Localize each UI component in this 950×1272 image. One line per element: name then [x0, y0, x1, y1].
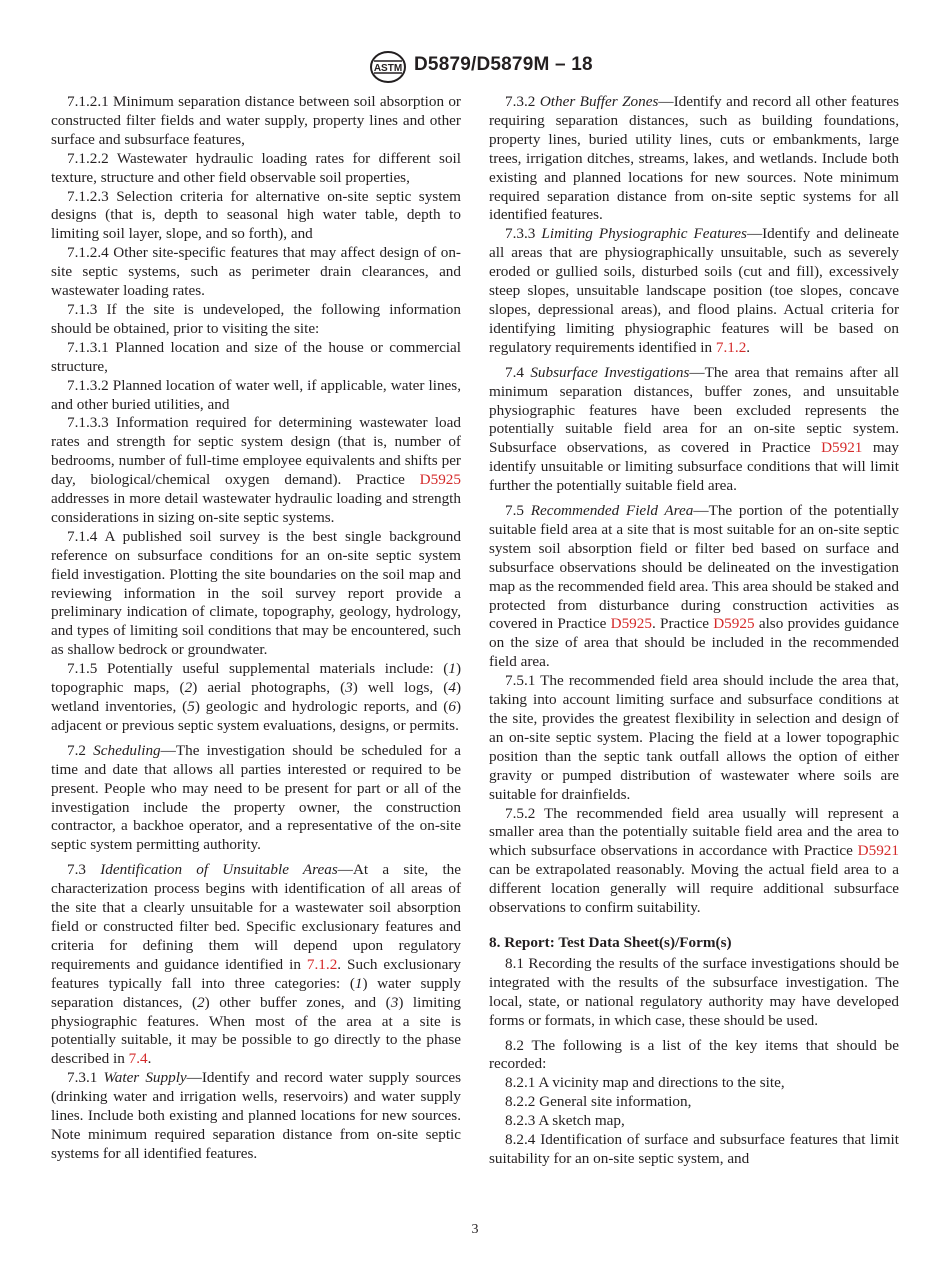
text: addresses in more detail wastewater hydraulic loading and strength considerations in sizing on-site septic systems. [51, 490, 461, 526]
ref-link-7-1-2[interactable]: 7.1.2 [715, 338, 747, 356]
section-title: Identification of Unsuitable Areas [100, 861, 338, 879]
para-7-1-2-1: 7.1.2.1 Minimum separation distance between soil absorption or constructed filter fields and water supply, property lines and other surface and subsurface features, [51, 93, 461, 148]
section-title: Other Buffer Zones [539, 93, 659, 110]
text: 7.1.5 Potentially useful supplemental materials include: ( [67, 660, 449, 678]
para-7-1-3-1: 7.1.3.1 Planned location and size of the house or commercial structure, [51, 338, 461, 375]
section-number: 7.3.1 [67, 1069, 104, 1087]
para-8-2-4: 8.2.4 Identification of surface and subsurface features that limit suitability for an on-site septic system, and [489, 1131, 899, 1167]
text: —Identify and record all other features requiring separation distances, such as building foundations, property lines, buried utility lines, cuts or embankments, large trees, irrigation ditches, streams, lakes, and wetlands. Include both existing and planned locations for new sources. Note minimum required separation distance from on-site septic systems for all identified features. [489, 93, 899, 224]
section-number: 7.5 [505, 502, 531, 520]
para-8-1: 8.1 Recording the results of the surface investigations should be integrated with the results of the subsurface investigation. The local, state, or national regulatory authority may have developed forms or formats, in which case, these should be used. [489, 954, 899, 1029]
text: ) water supply separation distances, ( [51, 974, 461, 1011]
text: ) geologic and hydrologic reports, and ( [194, 698, 449, 715]
para-7-1-2-4: 7.1.2.4 Other site-specific features that may affect design of on-site septic systems, such as perimeter drain clearances, and wastewater loading rates. [51, 244, 461, 300]
para-8-2-1: 8.2.1 A vicinity map and directions to the site, [505, 1074, 785, 1092]
text: —At a site, the characterization process begins with identification of all areas of the site that a clearly unsuitable for a wastewater soil absorption field or constructed filter bed. Specific exclusionary features and criteria for defining them will depend upon regulatory requirements and guidance identified in [51, 861, 462, 973]
enum: 1 [354, 974, 363, 992]
para-7-3-2 [489, 93, 899, 225]
astm-logo-icon [368, 50, 408, 84]
section-title: Water Supply [103, 1069, 187, 1087]
section-number: 7.3.3 [505, 225, 542, 243]
section-title: Recommended Field Area [530, 502, 694, 520]
section-title: Limiting Physiographic Features [541, 225, 747, 243]
text: ) topographic maps, ( [51, 660, 461, 697]
para-8-2: 8.2 The following is a list of the key items that should be recorded: [489, 1036, 899, 1073]
para-8-2-2: 8.2.2 General site information, [505, 1093, 692, 1111]
para-7-1-5 [51, 660, 461, 736]
right-column [489, 93, 899, 1169]
page-header [0, 48, 950, 88]
text: —Identify and delineate all areas that are physiographically unsuitable, such as severely eroded or gullied soils, disturbed soils (cut and fill), excessively steep slopes, unsuitable landscape position (toe slopes, concave slopes, depressional areas), and flood plains. Actual criteria for identifying limiting physiographic features will be based on regulatory requirements identified in [489, 225, 899, 356]
enum: 1 [448, 660, 456, 678]
ref-link-d5925[interactable]: D5925 [713, 615, 755, 633]
section-number: 7.2 [67, 741, 94, 759]
para-7-1-2-2: 7.1.2.2 Wastewater hydraulic loading rates for different soil texture, structure and other field observable soil properties, [51, 149, 461, 186]
ref-link-d5921[interactable]: D5921 [857, 842, 899, 860]
para-7-1-4: 7.1.4 A published soil survey is the best single background reference on subsurface conditions for an on-site septic system field investigation. Plotting the site boundaries on the soil map and reviewing information in the soil survey report provide a preliminary indication of climate, topography, geology, hydrology, and types of limiting soil conditions that may be encountered, such as shallow bedrock or groundwater. [51, 527, 461, 659]
text: ) other buffer zones, and ( [204, 993, 391, 1011]
para-7-2 [51, 742, 461, 855]
para-7-3-1 [51, 1069, 461, 1164]
text: ) adjacent or previous septic system evaluations, designs, or permits. [51, 698, 461, 734]
para-7-1-3: 7.1.3 If the site is undeveloped, the following information should be obtained, prior to visiting the site: [51, 300, 461, 337]
para-7-4 [489, 364, 899, 496]
text: . Such exclusionary features typically fall into three categories: ( [51, 955, 461, 992]
section-title: Scheduling [93, 741, 161, 759]
enum: 2 [197, 993, 205, 1011]
text: ) well logs, ( [352, 679, 449, 697]
ref-link-d5921[interactable]: D5921 [821, 439, 863, 457]
text: —The investigation should be scheduled for a time and date that allows all parties interested or required to be present. People who may need to be present for part or all of the investigation include the property owner, the construction contractor, a backhoe operator, and a representative of the on-site septic system permitting authority. [51, 741, 462, 854]
svg-text:ASTM: ASTM [373, 63, 403, 74]
para-8-2-3: 8.2.3 A sketch map, [505, 1112, 625, 1130]
text: can be extrapolated reasonably. Moving the actual field area to a different location generally will require additional subsurface observations to confirm suitability. [489, 861, 899, 917]
text: —Identify and record water supply sources (drinking water and irrigation wells, reservoirs) and water supply lines. Include both existing and planned locations for new sources. Note minimum required separation distance from on-site septic systems for all identified features. [51, 1069, 461, 1162]
para-7-1-3-2: 7.1.3.2 Planned location of water well, if applicable, water lines, and other buried utilities, and [51, 376, 461, 413]
enum: 2 [184, 679, 193, 697]
ref-link-d5925[interactable]: D5925 [610, 615, 652, 633]
para-7-3 [51, 861, 461, 1069]
text: —The area that remains after all minimum separation distances, buffer zones, and unsuitable physiographic features have been excluded represents the potentially suitable field area for an on-site septic system. Subsurface observations, as covered in Practice [489, 363, 899, 457]
section-number: 7.3 [67, 861, 101, 879]
enum: 3 [345, 679, 353, 697]
ref-link-7-4[interactable]: 7.4 [128, 1050, 148, 1068]
text: also provides guidance on the size of area that should be included in the recommended field area. [489, 615, 899, 671]
text: 7.1.3.3 Information required for determining wastewater load rates and strength for septic system design (that is, number of bedrooms, number of full-time employee equivalents and shifts per day, biological/chemical oxygen demand). Practice [51, 414, 461, 489]
text: . [746, 338, 751, 356]
para-7-5-1: 7.5.1 The recommended field area should include the area that, taking into account limiting surface and subsurface conditions at the site, provides the greatest flexibility in selection and design of an on-site septic system. Placing the field at a lower topographic position than the septic tank outfall allows the option of either gravity or pumped distribution of wastewater where soils are suitable for drainfields. [489, 672, 899, 803]
para-7-1-3-3 [51, 414, 461, 527]
ref-link-d5925[interactable]: D5925 [419, 471, 461, 489]
text: . Practice [651, 615, 714, 633]
page-number: 3 [471, 1222, 479, 1237]
section-heading-8: 8. Report: Test Data Sheet(s)/Form(s) [489, 933, 732, 951]
enum: 5 [187, 698, 195, 715]
section-number: 7.3.2 [505, 93, 540, 110]
para-7-3-3 [489, 225, 899, 357]
text: 7.5.2 The recommended field area usually will represent a smaller area than the potentially suitable field area and the area to which subsurface observations in accordance with Practice [489, 804, 899, 860]
para-7-5 [489, 502, 899, 672]
text: . [147, 1050, 152, 1068]
ref-link-7-1-2[interactable]: 7.1.2 [306, 955, 338, 973]
text: ) aerial photographs, ( [192, 679, 346, 697]
text: ) wetland inventories, ( [51, 679, 461, 715]
enum: 6 [448, 698, 456, 715]
enum: 4 [448, 679, 456, 697]
left-column [51, 93, 461, 1164]
section-number: 7.4 [505, 363, 531, 381]
text: may identify unsuitable or limiting subsurface conditions that will limit further the potentially suitable field area. [489, 439, 899, 495]
text: ) limiting physiographic features. When most of the area at a site is potentially suitable, it may be possible to go directly to the phase described in [51, 993, 462, 1068]
text: —The portion of the potentially suitable field area at a site that is most suitable for an on-site septic system soil absorption field or filter bed based on surface and subsurface observations should be delineated on the investigation map as the recommended field area. This area should be staked and protected from disturbance during construction activities as covered in Practice [489, 502, 899, 633]
para-7-1-2-3: 7.1.2.3 Selection criteria for alternative on-site septic system designs (that is, depth to seasonal high water table, depth to limiting soil layer, slope, and so forth), and [51, 187, 461, 243]
document-id: D5879/D5879M – 18 [414, 54, 593, 75]
para-7-5-2 [489, 805, 899, 918]
enum: 3 [390, 993, 399, 1011]
section-title: Subsurface Investigations [530, 363, 690, 381]
